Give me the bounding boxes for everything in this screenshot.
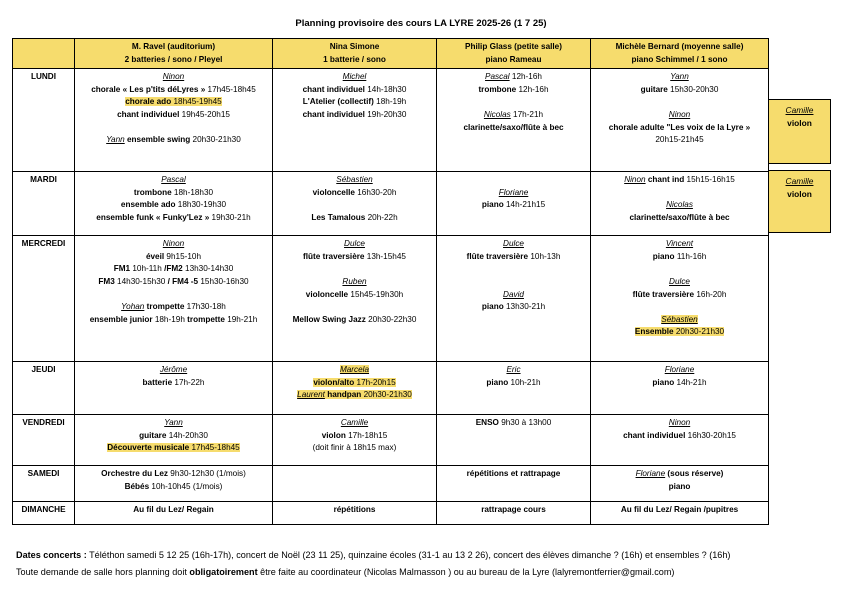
- side-note-lundi: Camille violon: [768, 99, 831, 164]
- header-row: [13, 39, 769, 69]
- cell-samedi-bernard: Floriane (sous réserve) piano: [591, 466, 769, 502]
- cell-jeudi-glass: Eric piano 10h-21h: [437, 362, 591, 415]
- cell-mercredi-simone: Dulce flûte traversière 13h-15h45 Ruben violoncelle 15h45-19h30h Mellow Swing Jazz 20h30-22h30: [273, 236, 437, 362]
- cell-dimanche-glass: rattrapage cours: [437, 502, 591, 525]
- row-lundi: [13, 69, 769, 172]
- footer-room-request-note: Toute demande de salle hors planning doit obligatoirement être faite au coordinateur (Nicolas Malmasson ) ou au bureau de la Lyre (lalyremontferrier@gmail.com): [16, 567, 675, 577]
- day-vendredi: VENDREDI: [13, 415, 75, 466]
- room-header-simone: Nina Simone 1 batterie / sono: [273, 39, 437, 69]
- row-mercredi: [13, 236, 769, 362]
- cell-dimanche-bernard: Au fil du Lez/ Regain /pupitres: [591, 502, 769, 525]
- room-header-glass: Philip Glass (petite salle) piano Rameau: [437, 39, 591, 69]
- side-note-mardi: Camille violon: [768, 170, 831, 233]
- cell-lundi-glass: Pascal 12h-16h trombone 12h-16h Nicolas 17h-21h clarinette/saxo/flûte à bec: [437, 69, 591, 172]
- room-header-bernard: Michèle Bernard (moyenne salle) piano Schimmel / 1 sono: [591, 39, 769, 69]
- day-jeudi: JEUDI: [13, 362, 75, 415]
- cell-lundi-ravel: Ninon chorale « Les p'tits déLyres » 17h45-18h45 chorale ado 18h45-19h45 chant individuel 19h45-20h15 Yann ensemble swing 20h30-21h30: [75, 69, 273, 172]
- cell-jeudi-bernard: Floriane piano 14h-21h: [591, 362, 769, 415]
- header-corner: [13, 39, 75, 69]
- cell-vendredi-glass: ENSO 9h30 à 13h00: [437, 415, 591, 466]
- row-samedi: [13, 466, 769, 502]
- row-dimanche: [13, 502, 769, 525]
- cell-samedi-simone: [273, 466, 437, 502]
- day-dimanche: DIMANCHE: [13, 502, 75, 525]
- cell-samedi-glass: répétitions et rattrapage: [437, 466, 591, 502]
- cell-vendredi-bernard: Ninon chant individuel 16h30-20h15: [591, 415, 769, 466]
- cell-mardi-simone: Sébastien violoncelle 16h30-20h Les Tamalous 20h-22h: [273, 172, 437, 236]
- cell-mercredi-glass: Dulce flûte traversière 10h-13h David piano 13h30-21h: [437, 236, 591, 362]
- cell-lundi-bernard: Yann guitare 15h30-20h30 Ninon chorale adulte "Les voix de la Lyre » 20h15-21h45: [591, 69, 769, 172]
- cell-mercredi-bernard: Vincent piano 11h-16h Dulce flûte traversière 16h-20h Sébastien Ensemble 20h30-21h30: [591, 236, 769, 362]
- cell-lundi-simone: Michel chant individuel 14h-18h30 L'Atelier (collectif) 18h-19h chant individuel 19h-20h30: [273, 69, 437, 172]
- cell-dimanche-simone: répétitions: [273, 502, 437, 525]
- cell-mercredi-ravel: Ninon éveil 9h15-10h FM1 10h-11h /FM2 13h30-14h30 FM3 14h30-15h30 / FM4 -5 15h30-16h30 Yohan trompette 17h30-18h ensemble junior 18h-19h trompette 19h-21h: [75, 236, 273, 362]
- cell-mardi-glass: Floriane piano 14h-21h15: [437, 172, 591, 236]
- footer-concert-dates: Dates concerts : Téléthon samedi 5 12 25 (16h-17h), concert de Noël (23 11 25), quinzaine écoles (31-1 au 13 2 26), concert des élèves dimanche ? (16h) et ensembles ? (16h): [16, 550, 731, 560]
- day-mercredi: MERCREDI: [13, 236, 75, 362]
- page-title: Planning provisoire des cours LA LYRE 2025-26 (1 7 25): [295, 18, 547, 29]
- day-lundi: LUNDI: [13, 69, 75, 172]
- room-header-ravel: M. Ravel (auditorium) 2 batteries / sono / Pleyel: [75, 39, 273, 69]
- cell-jeudi-ravel: Jérôme batterie 17h-22h: [75, 362, 273, 415]
- schedule-table: [12, 38, 769, 525]
- row-jeudi: [13, 362, 769, 415]
- day-samedi: SAMEDI: [13, 466, 75, 502]
- cell-jeudi-simone: Marcela violon/alto 17h-20h15 Laurent handpan 20h30-21h30: [273, 362, 437, 415]
- cell-mardi-ravel: Pascal trombone 18h-18h30 ensemble ado 18h30-19h30 ensemble funk « Funky'Lez » 19h30-21h: [75, 172, 273, 236]
- cell-mardi-bernard: Ninon chant ind 15h15-16h15 Nicolas clarinette/saxo/flûte à bec: [591, 172, 769, 236]
- cell-dimanche-ravel: Au fil du Lez/ Regain: [75, 502, 273, 525]
- row-mardi: [13, 172, 769, 236]
- cell-vendredi-ravel: Yann guitare 14h-20h30 Découverte musicale 17h45-18h45: [75, 415, 273, 466]
- row-vendredi: [13, 415, 769, 466]
- cell-vendredi-simone: Camille violon 17h-18h15 (doit finir à 18h15 max): [273, 415, 437, 466]
- cell-samedi-ravel: Orchestre du Lez 9h30-12h30 (1/mois) Bébés 10h-10h45 (1/mois): [75, 466, 273, 502]
- day-mardi: MARDI: [13, 172, 75, 236]
